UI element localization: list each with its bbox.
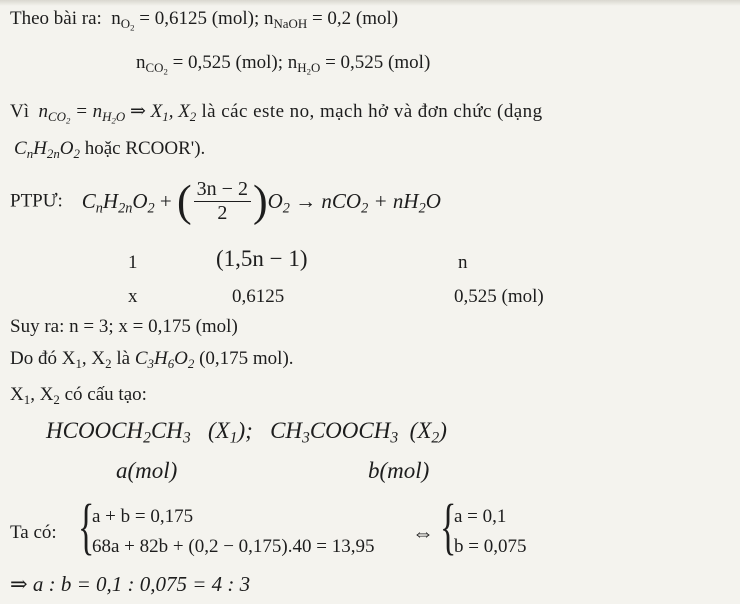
lhs-o: O [132,189,148,213]
do-do-rest: (0,175 mol). [194,348,294,369]
x-sep: , [168,101,179,122]
amount-col-1: x [128,286,138,307]
struct-b1-sub: 3 [302,429,310,447]
rhs-h2o-end: O [425,189,441,213]
struct-a-tag-end: ); [237,418,253,443]
x2: X [178,101,190,122]
formula-o: O [59,138,74,159]
o2: O [267,189,283,213]
struct-b-tag-sub: 2 [431,429,440,447]
struct-a-tag: (X [207,418,230,443]
struct-b2-sub: 3 [390,429,399,447]
vi-word: Vì [10,101,29,122]
final-result: ⇒ a : b = 0,1 : 0,075 = 4 : 3 [10,572,251,596]
n-o2-subsub: 2 [130,22,135,33]
struct-b-tag: (X [409,418,432,443]
fraction-numerator: 3n − 2 [194,178,251,202]
deduction-line: Suy ra: n = 3; x = 0,175 (mol) [10,316,238,337]
ratio-col-1: 1 [128,252,138,273]
formula-c-sub: n [26,145,34,161]
struct-b2: COOCH [309,418,391,443]
system-label: Ta có: [10,522,57,543]
c3-o: O [174,348,188,369]
reaction-arrow: → [289,189,322,213]
do-do-s1: 1 [75,355,82,371]
conclusion-line [10,348,294,370]
eq-sub2b: 2 [111,115,116,126]
rhs-h2o: nH [392,189,419,213]
struct-b-tag-end: ) [439,418,447,443]
x1: X [150,101,163,122]
lhs-h-sub: 2n [118,200,133,217]
cau-tao-rest: có cấu tạo: [59,384,147,405]
fraction-denominator: 2 [217,202,228,224]
cau-tao-x: X [10,384,24,405]
x1-sub: 1 [162,108,169,124]
formula-c: C [14,138,27,159]
n-h2o-value: = 0,525 (mol) [320,52,431,73]
rhs-co2: nCO [321,189,362,213]
struct-a1-sub: 2 [143,429,151,447]
eq-sub1: CO [48,108,66,124]
left-brace-1: { [78,493,95,561]
n-h2o-sub: H [297,59,307,75]
reasoning-rest: là các este no, mạch hở và đơn chức (dạng [196,101,543,122]
c3-h-sub: 6 [167,355,175,371]
cau-tao-mid: , X [30,384,54,405]
n-co2-label: n [136,52,146,73]
n-h2o-sub2: O [311,59,321,75]
given-prefix: Theo bài ra: [10,8,102,29]
amount-col-2: 0,6125 [232,286,285,307]
n-o2-label: n [111,8,121,29]
c3-h: H [153,348,168,369]
n-co2-subsub: 2 [163,66,168,77]
struct-a2-sub: 3 [182,429,191,447]
struct-b1: CH [270,418,303,443]
formula-line [14,138,205,160]
ptpu-label: PTPƯ: [10,190,63,212]
ratio-col-2: (1,5n − 1) [216,246,308,271]
n-co2-sub: CO [145,59,164,75]
lhs-h: H [102,189,119,213]
structure-intro [10,384,147,406]
c3-o-sub: 2 [187,355,195,371]
do-do-s2: 2 [105,355,112,371]
struct-a1: HCOOCH [46,418,144,443]
struct-a-tag-sub: 1 [229,429,238,447]
amount-col-3: 0,525 (mol) [454,286,544,307]
reasoning-line [10,100,543,126]
lhs-c: C [81,189,96,213]
struct-a2: CH [150,418,183,443]
cau-tao-s1: 1 [23,391,31,407]
system-res-2: b = 0,075 [454,536,527,557]
formula-h-sub: 2n [46,145,60,161]
ratio-col-3: n [458,252,468,273]
coefficient-fraction [194,178,251,225]
eq-sub2: H [102,108,112,124]
plus-1: + [154,189,178,213]
n-naoh-value: = 0,2 (mol) [307,8,399,29]
structures-line [46,418,447,447]
eq-n: n [38,101,48,122]
x2-sub: 2 [189,108,197,124]
n-co2-value: = 0,525 (mol); [167,52,288,73]
eq-sub2c: O [115,108,126,124]
system-res-1: a = 0,1 [454,506,507,527]
n-h2o-label: n [287,52,298,73]
reaction-equation [10,178,441,234]
do-do-prefix: Do đó X [10,348,76,369]
page-top-shadow [0,0,740,6]
n-o2-sub: O [120,15,131,31]
system-eq-1: a + b = 0,175 [92,506,194,527]
b-mol-label: b(mol) [368,458,430,483]
plus-2: + [368,189,393,213]
given-data-line-2 [136,52,431,77]
do-do-mid: , X [81,348,106,369]
given-data-line-1 [10,8,399,33]
n-naoh-sub: NaOH [273,15,308,31]
formula-rest: hoặc RCOOR'). [79,138,206,159]
n-naoh-label: n [263,8,274,29]
system-eq-2: 68a + 82b + (0,2 − 0,175).40 = 13,95 [92,536,375,557]
eq-mid: = n [70,101,103,122]
c3-c-sub: 3 [147,355,154,371]
implies-arrow: ⇒ [125,101,151,122]
left-brace-2: { [440,493,457,561]
n-h2o-subsub: 2 [306,66,312,77]
cau-tao-s2: 2 [53,391,60,407]
formula-o-sub: 2 [73,145,80,161]
rhs-h2o-sub: 2 [418,200,426,217]
a-mol-label: a(mol) [116,458,178,483]
eq-sub1b: 2 [65,115,71,126]
left-paren: ( [177,176,192,226]
o2-sub: 2 [282,200,290,217]
c3-c: C [134,348,148,369]
n-o2-value: = 0,6125 (mol); [134,8,264,29]
lhs-o-sub: 2 [147,200,155,217]
rhs-co2-sub: 2 [361,200,369,217]
formula-h: H [33,138,47,159]
iff-symbol: ⇔ [412,520,434,545]
right-paren: ) [252,176,268,226]
lhs-c-sub: n [95,200,103,217]
do-do-la: là [111,348,135,369]
